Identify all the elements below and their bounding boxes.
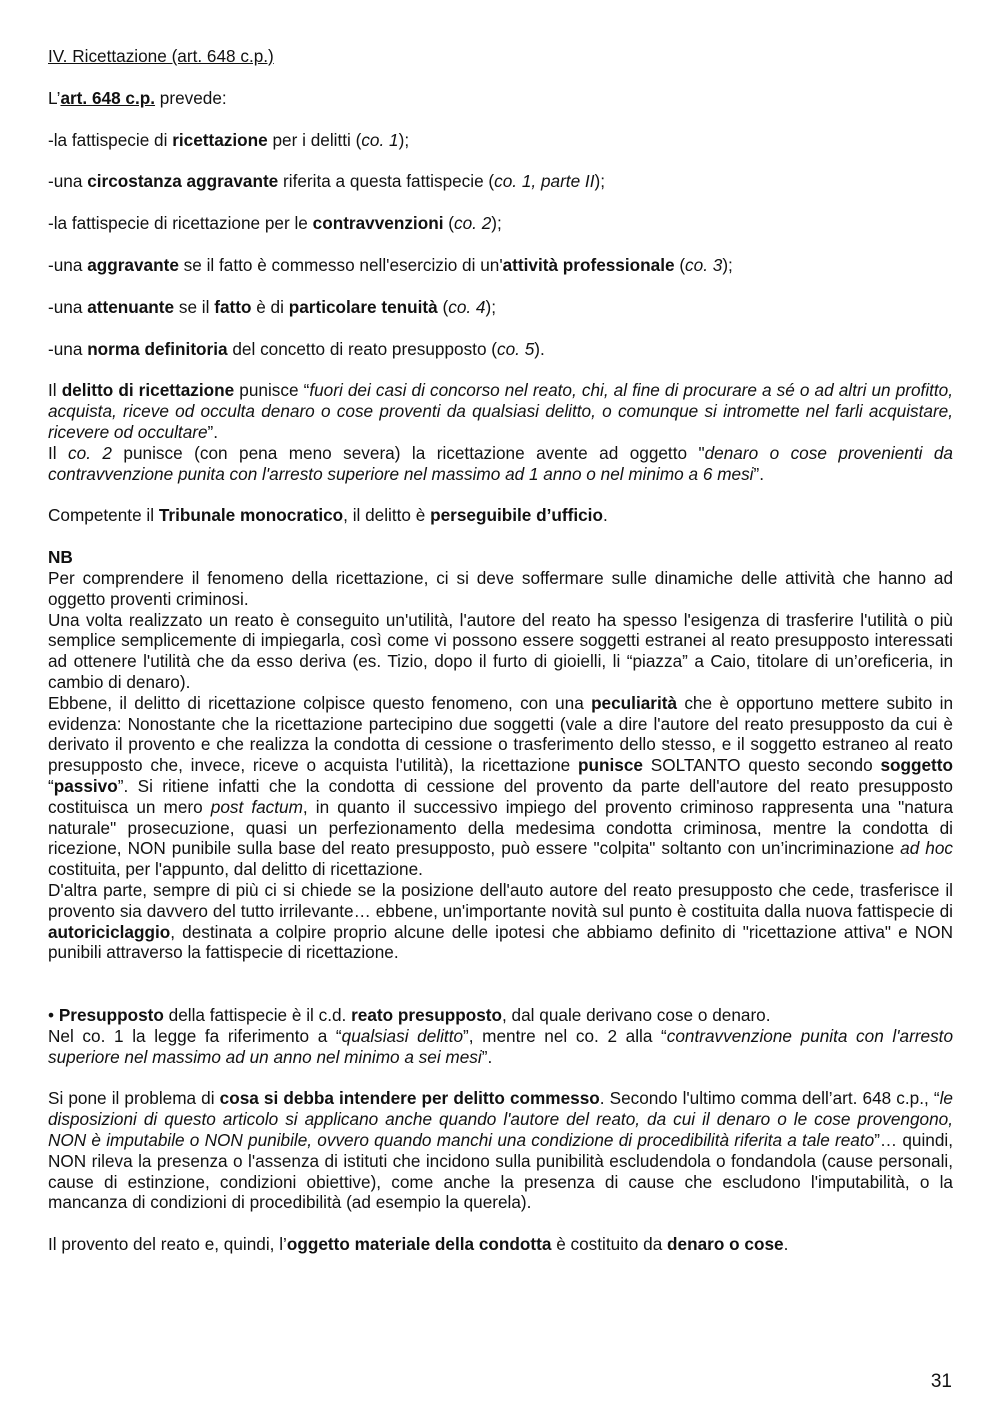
list-item: -una attenuante se il fatto è di particolare tenuità (co. 4); [48,296,496,317]
list-item: -la fattispecie di ricettazione per le contravvenzioni (co. 2); [48,213,502,234]
nb-paragraph: Per comprendere il fenomeno della ricettazione, ci si deve soffermare sulle dinamiche delle attività che hanno ad oggetto proventi criminosi. [48,567,953,609]
list-item: -una aggravante se il fatto è commesso nell'esercizio di un'attività professionale (co. 3); [48,254,733,275]
intro-paragraph: L’art. 648 c.p. prevede: [48,87,227,108]
list-item: -una circostanza aggravante riferita a questa fattispecie (co. 1, parte II); [48,171,605,192]
nb-title: NB [48,547,73,568]
page-number: 31 [930,1371,952,1392]
provento-paragraph: Il provento del reato e, quindi, l’oggetto materiale della condotta è costituito da denaro o cose. [48,1234,789,1255]
delitto-paragraph: Il delitto di ricettazione punisce “fuori dei casi di concorso nel reato, chi, al fine di procurare a sé o ad altri un profitto, acquista, riceve od occulta denaro o cose proventi da qualsiasi delitto, o comunque si intromette nel farli acquistare, ricevere od occultare”. [48,380,954,442]
bullet: • [48,1005,55,1026]
presupposto-paragraph: • Presupposto della fattispecie è il c.d. reato presupposto, dal quale derivano cose o denaro. [48,1005,771,1026]
nb-paragraph: Una volta realizzato un reato è conseguito un'utilità, l'autore del reato ha spesso l'esigenza di trasferire l'utilità o più semplice semplicemente di impiegarla, così come vi possono essere soggetti estranei al reato presupposto interessati ad ottenere l'utilità che da esso deriva (es. Tizio, dopo il furto di gioielli, li “piazza” a Caio, titolare di un’oreficeria, in cambio di denaro). [48,609,953,692]
list-item: -una norma definitoria del concetto di reato presupposto (co. 5). [48,338,545,359]
presupposto-detail: Nel co. 1 la legge fa riferimento a “qualsiasi delitto”, mentre nel co. 2 alla “contravvenzione punita con l'arresto superiore nel massimo ad un anno nel minimo a sei mesi”. [48,1025,953,1067]
document-page [48,46,953,1255]
nb-paragraph: D'altra parte, sempre di più ci si chiede se la posizione dell'auto autore del reato presupposto che cede, trasferisce il provento sia davvero del tutto irrilevante… ebbene, un'importante novità sul punto è costituita dalla nuova fattispecie di autoriciclaggio, destinata a colpire proprio alcune delle ipotesi che abbiamo definito di "ricettazione attiva" e NON punibili attraverso la fattispecie di ricettazione. [48,879,953,963]
co2-paragraph: Il co. 2 punisce (con pena meno severa) la ricettazione avente ad oggetto "denaro o cose provenienti da contravvenzione punita con l'arresto superiore nel massimo ad 1 anno o nel minimo a 6 mesi”. [48,442,953,484]
section-heading: IV. Ricettazione (art. 648 c.p.) [48,46,274,66]
nb-paragraph: Ebbene, il delitto di ricettazione colpisce questo fenomeno, con una peculiarità che è opportuno mettere subito in evidenza: Nonostante che la ricettazione partecipino due soggetti (vale a dire l'autore del reato presupposto da cui è derivato il provento e che realizza la condotta di cessione o trasferimento dello stesso, e il soggetto estraneo al reato presupposto che, invece, riceve o acquista l'utilità), la ricettazione punisce SOLTANTO questo secondo soggetto “passivo”. Si ritiene infatti che la condotta di cessione del provento da parte dell'autore del reato presupposto costituisca un mero post factum, in quanto il successivo impiego del provento criminoso rappresenta una "natura naturale" prosecuzione, quasi un perfezionamento della medesima condotta criminosa, mentre la condotta di ricezione, NON punibile sulla base del reato presupposto, può essere "colpita" soltanto con un’incriminazione ad hoc costituita, per l'appunto, dal delitto di ricettazione. [48,692,954,880]
problema-paragraph: Si pone il problema di cosa si debba intendere per delitto commesso. Secondo l'ultimo comma dell’art. 648 c.p., “le disposizioni di questo articolo si applicano anche quando l'autore del reato, da cui il denaro o le cose provengono, NON è imputabile o NON punibile, ovvero quando manchi una condizione di procedibilità riferita a tale reato”… quindi, NON rileva la presenza o l'assenza di istituti che incidono sulla punibilità escludendola o fondandola (cause personali, cause di estinzione, condizioni obiettive), come anche la presenza di cause che escludono l'imputabilità, o la mancanza di condizioni di procedibilità (ad esempio la querela). [48,1088,953,1213]
article-link[interactable]: art. 648 c.p. [60,87,156,108]
list-item: -la fattispecie di ricettazione per i delitti (co. 1); [48,129,410,150]
competente-paragraph: Competente il Tribunale monocratico, il delitto è perseguibile d’ufficio. [48,505,608,526]
